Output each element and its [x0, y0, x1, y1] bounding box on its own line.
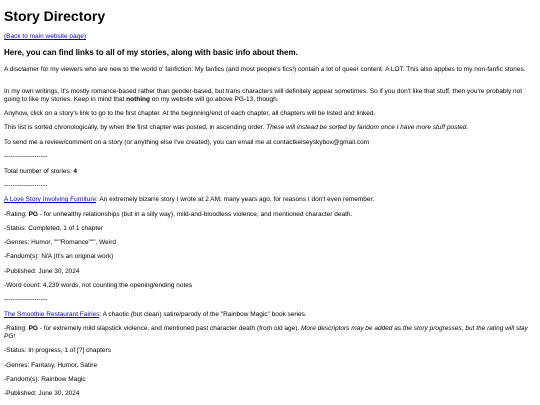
story-published: -Published: June 30, 2024	[4, 390, 80, 397]
total-stories: Total number of stories: 4	[4, 168, 77, 175]
total-stories-count: 4	[73, 168, 77, 175]
separator: --------------------	[4, 153, 48, 160]
story-link-smoothie-restaurant-fairies[interactable]: The Smoothie Restaurant Fairies	[4, 311, 100, 318]
story-fandoms: -Fandom(s): Rainbow Magic	[4, 376, 86, 383]
disclaimer-paragraph: A disclaimer for my viewers who are new to the world o' fanfiction: My fanfics (and most people's fics!) contain a lot of queer content. A LOT. This also applies to my non-fanfic stories.	[4, 66, 526, 73]
writing-note-paragraph: In my own writings, it's mostly romance-based rather than gender-based, but trans characters will definitely appear sometimes. So if you don't like that stuff, then you're probably not going to like my stories. Keep in mind that nothing on my website will go above PG-13, though.	[4, 88, 523, 104]
story-link-love-story-furniture[interactable]: A Love Story Involving Furniture	[4, 196, 97, 203]
instructions-paragraph: Anyhow, click on a story's link to go to the first chapter. At the beginning/end of each chapter, all chapters will be listed and linked.	[4, 110, 376, 117]
page-title: Story Directory	[4, 8, 106, 24]
separator: --------------------	[4, 182, 48, 189]
story-entry-title: The Smoothie Restaurant Fairies: A chaotic (but clean) satire/parody of the "Rainbow Magic" book series.	[4, 311, 307, 318]
subtitle: Here, you can find links to all of my stories, along with basic info about them.	[4, 48, 298, 57]
nothing-emphasis: nothing	[126, 96, 150, 104]
story-status: -Status: In progress, 1 of [?] chapters	[4, 347, 111, 354]
story-fandoms: -Fandom(s): N/A (It's an original work)	[4, 253, 114, 260]
story-rating: -Rating: PG - for extremely mild slapstick violence, and mentioned past character death (from old age). More descriptors may be added as the story progresses, but the rating will stay PG!	[4, 325, 528, 341]
separator: --------------------	[4, 296, 48, 303]
rating-note: More descriptors may be added as the story progresses, but the rating will stay PG!	[4, 325, 528, 341]
contact-paragraph: To send me a review/comment on a story (or anything else I've created), you can email me at contactkelseyskybox@gmail.com	[4, 139, 370, 146]
story-genres: -Genres: Humor, """Romance""", Weird	[4, 239, 116, 246]
story-published: -Published: June 30, 2024	[4, 268, 80, 275]
sorting-note: These will instead be sorted by fandom once I have more stuff posted.	[266, 124, 469, 131]
story-rating: -Rating: PG - for unhealthy relationships (but in a silly way), mild-and-bloodless violence, and mentioned character death.	[4, 211, 353, 218]
story-genres: -Genres: Fantasy, Humor, Satire	[4, 362, 98, 369]
story-status: -Status: Completed, 1 of 1 chapter	[4, 225, 103, 232]
sorting-paragraph: This list is sorted chronologically, by when the first chapter was posted, in ascending order. These will instead be sorted by fandom once I have more stuff posted.	[4, 124, 469, 131]
back-to-main-link[interactable]: (Back to main website page)	[4, 33, 87, 40]
back-link-line	[4, 33, 534, 41]
story-entry-title: A Love Story Involving Furniture: An extremely bizarre story I wrote at 2 AM, many years ago, for reasons I don't even remember.	[4, 196, 375, 203]
story-word-count: -Word count: 4,239 words, not counting the opening/ending notes	[4, 282, 193, 289]
